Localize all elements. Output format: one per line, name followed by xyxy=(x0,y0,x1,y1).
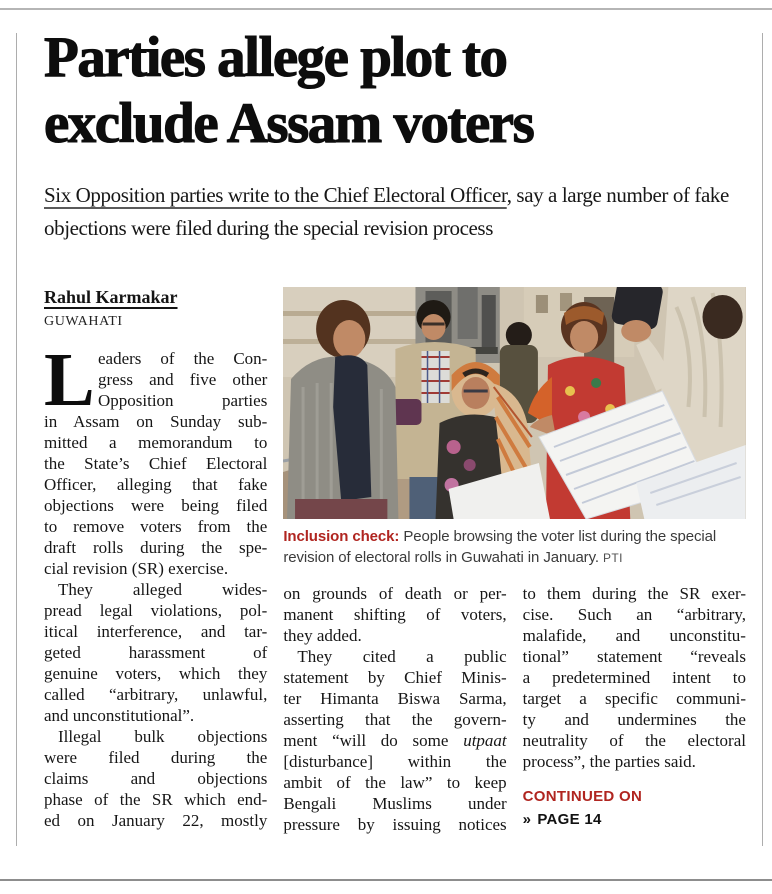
body-line: ter Himanta Biswa Sarma, xyxy=(283,689,507,708)
photo-caption xyxy=(283,526,746,569)
standfirst xyxy=(44,179,744,245)
body-line: [disturbance] within the xyxy=(283,752,507,771)
body-line: process”, the parties said. xyxy=(522,752,696,771)
caption-lead: Inclusion check: xyxy=(283,528,400,545)
body-line: and unconstitutional”. xyxy=(44,706,195,725)
body-line: Officer, alleging that fake xyxy=(44,475,268,494)
body-line: ed on January 22, mostly xyxy=(44,811,268,830)
body-line: cise. Such an “arbitrary, xyxy=(522,605,746,624)
body-line: cial revision (SR) exercise. xyxy=(44,559,229,578)
body-line: geted harassment of xyxy=(44,643,268,662)
body-line: pread legal violations, pol- xyxy=(44,601,268,620)
body-line: They alleged wides- xyxy=(58,580,268,599)
standfirst-underlined: Six Opposition parties write to the Chief Electoral Officer xyxy=(44,183,507,207)
continued-on-label: CONTINUED ON xyxy=(522,788,643,805)
body-line: ambit of the law” to keep xyxy=(283,773,507,792)
body-line: malafide, and unconstitu- xyxy=(522,626,746,645)
body-line: phase of the SR which end- xyxy=(44,790,268,809)
article-frame xyxy=(16,26,763,846)
body-column-2 xyxy=(283,583,506,835)
headline xyxy=(44,25,746,157)
body-line: on grounds of death or per- xyxy=(283,584,507,603)
headline-line-1: Parties allege plot to xyxy=(44,26,507,89)
body-line: Bengali Muslims under xyxy=(283,794,507,813)
body-line: neutrality of the electoral xyxy=(522,731,746,750)
body-line: a predetermined intent to xyxy=(522,668,746,687)
body-line: to them during the SR exer- xyxy=(522,584,746,603)
body-line: genuine voters, which they xyxy=(44,664,268,683)
double-chevron-icon: » xyxy=(522,811,532,828)
column-1 xyxy=(44,287,267,835)
body-line: tional” statement “reveals xyxy=(522,647,746,666)
caption-credit: PTI xyxy=(603,551,623,565)
body-line: eaders of the Con- xyxy=(98,349,268,368)
headline-line-2: exclude Assam voters xyxy=(44,92,534,155)
body-line: draft rolls during the spe- xyxy=(44,538,268,557)
body-line: They cited a public xyxy=(297,647,507,666)
body-line: objections were being filed xyxy=(44,496,268,515)
body-line: Illegal bulk objections xyxy=(58,727,268,746)
body-line: were filed during the xyxy=(44,748,268,767)
article-photo xyxy=(283,287,746,519)
standfirst-rest: , say a large number of fake objections were filed during the special revision process xyxy=(44,183,729,240)
body-line: mitted a memorandum to xyxy=(44,433,268,452)
column-3 xyxy=(523,583,746,835)
body-line: called “arbitrary, unlawful, xyxy=(44,685,268,704)
continued-page-number: PAGE 14 xyxy=(537,811,602,828)
body-line: asserting that the govern- xyxy=(283,710,507,729)
photo-block xyxy=(283,287,746,569)
caption-text: People browsing the voter list during the special revision of electoral rolls in Guwahati in January. xyxy=(283,528,717,566)
body-column-3 xyxy=(523,583,746,772)
body-line: manent shifting of voters, xyxy=(283,605,507,624)
body-line: Opposition parties xyxy=(98,391,268,410)
byline-author: Rahul Karmakar xyxy=(44,287,178,307)
continued-on xyxy=(523,788,746,828)
body-column-1 xyxy=(44,338,268,831)
byline xyxy=(44,287,267,330)
body-line: gress and five other xyxy=(98,370,268,389)
top-rule xyxy=(0,8,772,10)
body-line: statement by Chief Minis- xyxy=(283,668,507,687)
body-line: itical interference, and tar- xyxy=(44,622,268,641)
body-line: in Assam on Sunday sub- xyxy=(44,412,268,431)
body-line: ty and undermines the xyxy=(522,710,746,729)
body-line: target a specific communi- xyxy=(522,689,746,708)
body-line: the State’s Chief Electoral xyxy=(44,454,268,473)
body-line: ment “will do some utpaat xyxy=(283,731,507,750)
column-2 xyxy=(283,583,506,835)
body-line: claims and objections xyxy=(44,769,268,788)
bottom-rule xyxy=(0,879,772,881)
drop-cap: L xyxy=(44,338,95,422)
body-line: they added. xyxy=(283,626,362,645)
byline-location: GUWAHATI xyxy=(44,314,123,329)
continued-page-link[interactable] xyxy=(523,811,746,828)
article-columns xyxy=(44,287,746,835)
body-line: pressure by issuing notices xyxy=(283,815,507,834)
body-line: to remove voters from the xyxy=(44,517,268,536)
